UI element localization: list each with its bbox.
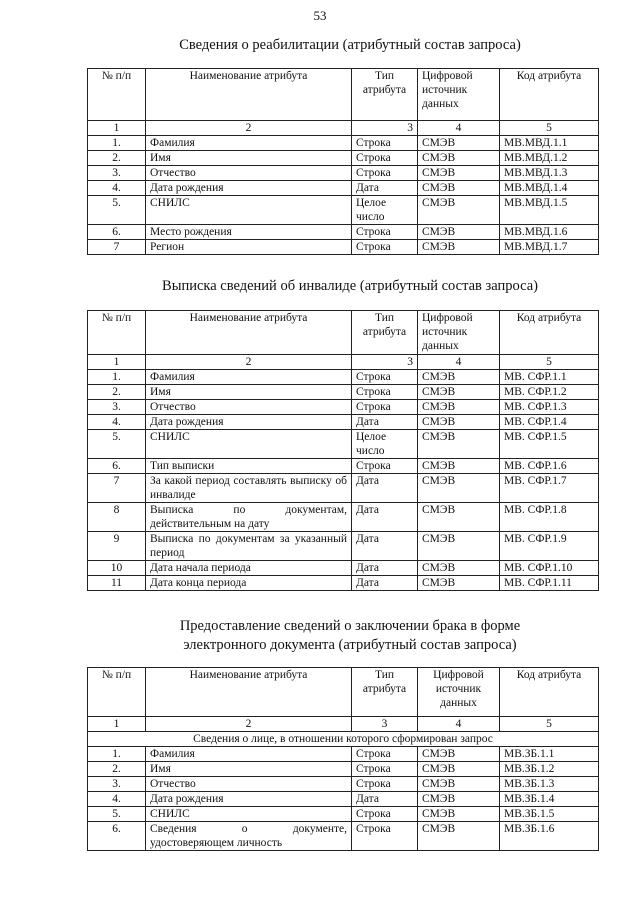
table-cell: Строка: [352, 747, 418, 762]
table-cell: СМЭВ: [418, 576, 500, 591]
page-number: 53: [313, 8, 327, 23]
table-cell: 11: [88, 576, 146, 591]
header-type: Тип атрибута: [352, 668, 418, 717]
table-cell: МВ. СФР.1.5: [500, 430, 599, 459]
table-cell: СМЭВ: [418, 762, 500, 777]
table-cell: Строка: [352, 459, 418, 474]
table-cell: Дата: [352, 576, 418, 591]
header-code: Код атрибута: [500, 69, 599, 121]
table-row: [88, 503, 599, 532]
table-cell: МВ.ЗБ.1.4: [500, 792, 599, 807]
table-cell: 1.: [88, 136, 146, 151]
table-cell: МВ.МВД.1.3: [500, 166, 599, 181]
table-cell: 4.: [88, 792, 146, 807]
table-row: [88, 777, 599, 792]
table-cell: Строка: [352, 166, 418, 181]
table-row: [88, 166, 599, 181]
table-cell: СМЭВ: [418, 136, 500, 151]
table-cell: Целое число: [352, 430, 418, 459]
table-row: [88, 747, 599, 762]
table-row: [88, 415, 599, 430]
table-cell: МВ. СФР.1.2: [500, 385, 599, 400]
table-cell: Дата: [352, 415, 418, 430]
table-row: [88, 151, 599, 166]
table-cell: 6.: [88, 225, 146, 240]
table-row: [88, 370, 599, 385]
table-cell: 5.: [88, 196, 146, 225]
table-cell: МВ.МВД.1.6: [500, 225, 599, 240]
col-number: 3: [352, 717, 418, 732]
table-cell: Строка: [352, 762, 418, 777]
table-cell: Фамилия: [146, 136, 352, 151]
table-cell: СНИЛС: [146, 430, 352, 459]
table-cell: 2.: [88, 762, 146, 777]
col-number: 5: [500, 355, 599, 370]
table-cell: МВ.МВД.1.7: [500, 240, 599, 255]
col-number: 4: [418, 355, 500, 370]
header-code: Код атрибута: [500, 668, 599, 717]
table-cell: МВ.ЗБ.1.6: [500, 822, 599, 851]
table-cell: СМЭВ: [418, 777, 500, 792]
table-cell: Фамилия: [146, 370, 352, 385]
table-cell: Дата начала периода: [146, 561, 352, 576]
table-cell: Фамилия: [146, 747, 352, 762]
table-cell: 7: [88, 240, 146, 255]
table-row: [88, 196, 599, 225]
table-cell: Сведения о документе, удостоверяющем личность: [146, 822, 352, 851]
table-cell: 1.: [88, 370, 146, 385]
section-title-marriage-line1: Предоставление сведений о заключении брака в форме: [179, 618, 521, 634]
table-cell: СМЭВ: [418, 807, 500, 822]
table-row: [88, 762, 599, 777]
header-num: № п/п: [88, 311, 146, 355]
table-cell: СМЭВ: [418, 151, 500, 166]
table-cell: СМЭВ: [418, 196, 500, 225]
table-cell: Отчество: [146, 166, 352, 181]
header-code: Код атрибута: [500, 311, 599, 355]
header-name: Наименование атрибута: [146, 311, 352, 355]
table-row: [88, 136, 599, 151]
header-num: № п/п: [88, 69, 146, 121]
col-number: 4: [418, 717, 500, 732]
table-cell: МВ. СФР.1.7: [500, 474, 599, 503]
col-number: 2: [146, 717, 352, 732]
table-cell: Строка: [352, 807, 418, 822]
table-row: [88, 792, 599, 807]
col-number: 3: [352, 121, 418, 136]
table-cell: СМЭВ: [418, 747, 500, 762]
table-cell: Отчество: [146, 400, 352, 415]
table-cell: МВ.МВД.1.2: [500, 151, 599, 166]
table-row: [88, 576, 599, 591]
table-cell: Строка: [352, 822, 418, 851]
table-cell: 4.: [88, 181, 146, 196]
table-cell: СМЭВ: [418, 459, 500, 474]
table-cell: Строка: [352, 777, 418, 792]
table-cell: Строка: [352, 151, 418, 166]
table-cell: 7: [88, 474, 146, 503]
header-type: Тип атрибута: [352, 69, 418, 121]
table-cell: Отчество: [146, 777, 352, 792]
table-cell: СМЭВ: [418, 370, 500, 385]
table-cell: СМЭВ: [418, 561, 500, 576]
header-source: Цифровой источник данных: [418, 69, 500, 121]
table-cell: МВ. СФР.1.6: [500, 459, 599, 474]
table-cell: МВ. СФР.1.8: [500, 503, 599, 532]
col-number: 5: [500, 717, 599, 732]
table-cell: Дата: [352, 792, 418, 807]
table-cell: Тип выписки: [146, 459, 352, 474]
table-cell: 3.: [88, 400, 146, 415]
col-number: 1: [88, 717, 146, 732]
table-cell: СНИЛС: [146, 196, 352, 225]
table-cell: Целое число: [352, 196, 418, 225]
col-number: 3: [352, 355, 418, 370]
table-cell: МВ.ЗБ.1.2: [500, 762, 599, 777]
group-label: Сведения о лице, в отношении которого сформирован запрос: [88, 732, 599, 747]
table-cell: Дата конца периода: [146, 576, 352, 591]
table-rehabilitation: [87, 68, 599, 255]
table-disability: [87, 310, 599, 591]
table-cell: Строка: [352, 385, 418, 400]
table-cell: 10: [88, 561, 146, 576]
table-cell: СМЭВ: [418, 385, 500, 400]
section-title-disability: Выписка сведений об инвалиде (атрибутный состав запроса): [162, 278, 538, 294]
table-cell: 3.: [88, 777, 146, 792]
section-title-marriage-line2: электронного документа (атрибутный состав запроса): [183, 637, 517, 653]
header-type: Тип атрибута: [352, 311, 418, 355]
table-cell: СМЭВ: [418, 240, 500, 255]
table-row: [88, 474, 599, 503]
table-cell: Имя: [146, 151, 352, 166]
table-cell: СМЭВ: [418, 430, 500, 459]
table-row: [88, 532, 599, 561]
table-cell: 9: [88, 532, 146, 561]
table-cell: 3.: [88, 166, 146, 181]
table-row: [88, 807, 599, 822]
header-source: Цифровой источник данных: [418, 311, 500, 355]
table-row: [88, 385, 599, 400]
table-cell: Место рождения: [146, 225, 352, 240]
table-cell: Дата: [352, 532, 418, 561]
table-row: [88, 430, 599, 459]
header-num: № п/п: [88, 668, 146, 717]
table-cell: СМЭВ: [418, 400, 500, 415]
table-cell: МВ. СФР.1.4: [500, 415, 599, 430]
col-number: 4: [418, 121, 500, 136]
table-cell: Дата рождения: [146, 415, 352, 430]
table-cell: Выписка по документам за указанный период: [146, 532, 352, 561]
table-cell: 6.: [88, 822, 146, 851]
col-number: 1: [88, 355, 146, 370]
table-cell: СМЭВ: [418, 181, 500, 196]
header-source: Цифровой источник данных: [418, 668, 500, 717]
section-title-rehabilitation: Сведения о реабилитации (атрибутный состав запроса): [179, 37, 521, 53]
table-row: [88, 561, 599, 576]
table-cell: Дата рождения: [146, 792, 352, 807]
table-cell: СМЭВ: [418, 503, 500, 532]
header-name: Наименование атрибута: [146, 668, 352, 717]
table-cell: СМЭВ: [418, 225, 500, 240]
table-cell: МВ.МВД.1.5: [500, 196, 599, 225]
table-cell: СМЭВ: [418, 166, 500, 181]
table-cell: Регион: [146, 240, 352, 255]
table-row: [88, 400, 599, 415]
col-number: 2: [146, 121, 352, 136]
table-cell: МВ.ЗБ.1.3: [500, 777, 599, 792]
table-cell: СМЭВ: [418, 532, 500, 561]
table-cell: СНИЛС: [146, 807, 352, 822]
table-cell: 5.: [88, 430, 146, 459]
table-cell: Дата рождения: [146, 181, 352, 196]
table-cell: За какой период составлять выписку об инвалиде: [146, 474, 352, 503]
header-name: Наименование атрибута: [146, 69, 352, 121]
table-cell: 5.: [88, 807, 146, 822]
table-row: [88, 225, 599, 240]
table-cell: МВ. СФР.1.10: [500, 561, 599, 576]
table-marriage: [87, 667, 599, 851]
table-cell: Имя: [146, 762, 352, 777]
table-row: [88, 240, 599, 255]
table-cell: Строка: [352, 370, 418, 385]
table-cell: СМЭВ: [418, 822, 500, 851]
col-number: 1: [88, 121, 146, 136]
table-cell: МВ. СФР.1.1: [500, 370, 599, 385]
table-cell: Дата: [352, 561, 418, 576]
table-cell: Строка: [352, 240, 418, 255]
table-cell: Строка: [352, 136, 418, 151]
table-cell: СМЭВ: [418, 415, 500, 430]
table-cell: МВ. СФР.1.9: [500, 532, 599, 561]
col-number: 5: [500, 121, 599, 136]
table-cell: 2.: [88, 151, 146, 166]
table-row: [88, 459, 599, 474]
table-cell: Строка: [352, 400, 418, 415]
table-cell: Дата: [352, 503, 418, 532]
table-cell: МВ.МВД.1.4: [500, 181, 599, 196]
table-cell: 6.: [88, 459, 146, 474]
table-cell: Имя: [146, 385, 352, 400]
table-cell: 8: [88, 503, 146, 532]
table-cell: МВ.ЗБ.1.1: [500, 747, 599, 762]
table-cell: Дата: [352, 474, 418, 503]
table-cell: МВ. СФР.1.3: [500, 400, 599, 415]
table-cell: 1.: [88, 747, 146, 762]
table-cell: Строка: [352, 225, 418, 240]
table-cell: СМЭВ: [418, 792, 500, 807]
table-cell: МВ.ЗБ.1.5: [500, 807, 599, 822]
table-cell: МВ.МВД.1.1: [500, 136, 599, 151]
table-cell: МВ. СФР.1.11: [500, 576, 599, 591]
table-cell: 4.: [88, 415, 146, 430]
table-row: [88, 181, 599, 196]
table-cell: СМЭВ: [418, 474, 500, 503]
col-number: 2: [146, 355, 352, 370]
table-cell: Выписка по документам, действительным на дату: [146, 503, 352, 532]
table-cell: Дата: [352, 181, 418, 196]
table-cell: 2.: [88, 385, 146, 400]
table-row: [88, 822, 599, 851]
